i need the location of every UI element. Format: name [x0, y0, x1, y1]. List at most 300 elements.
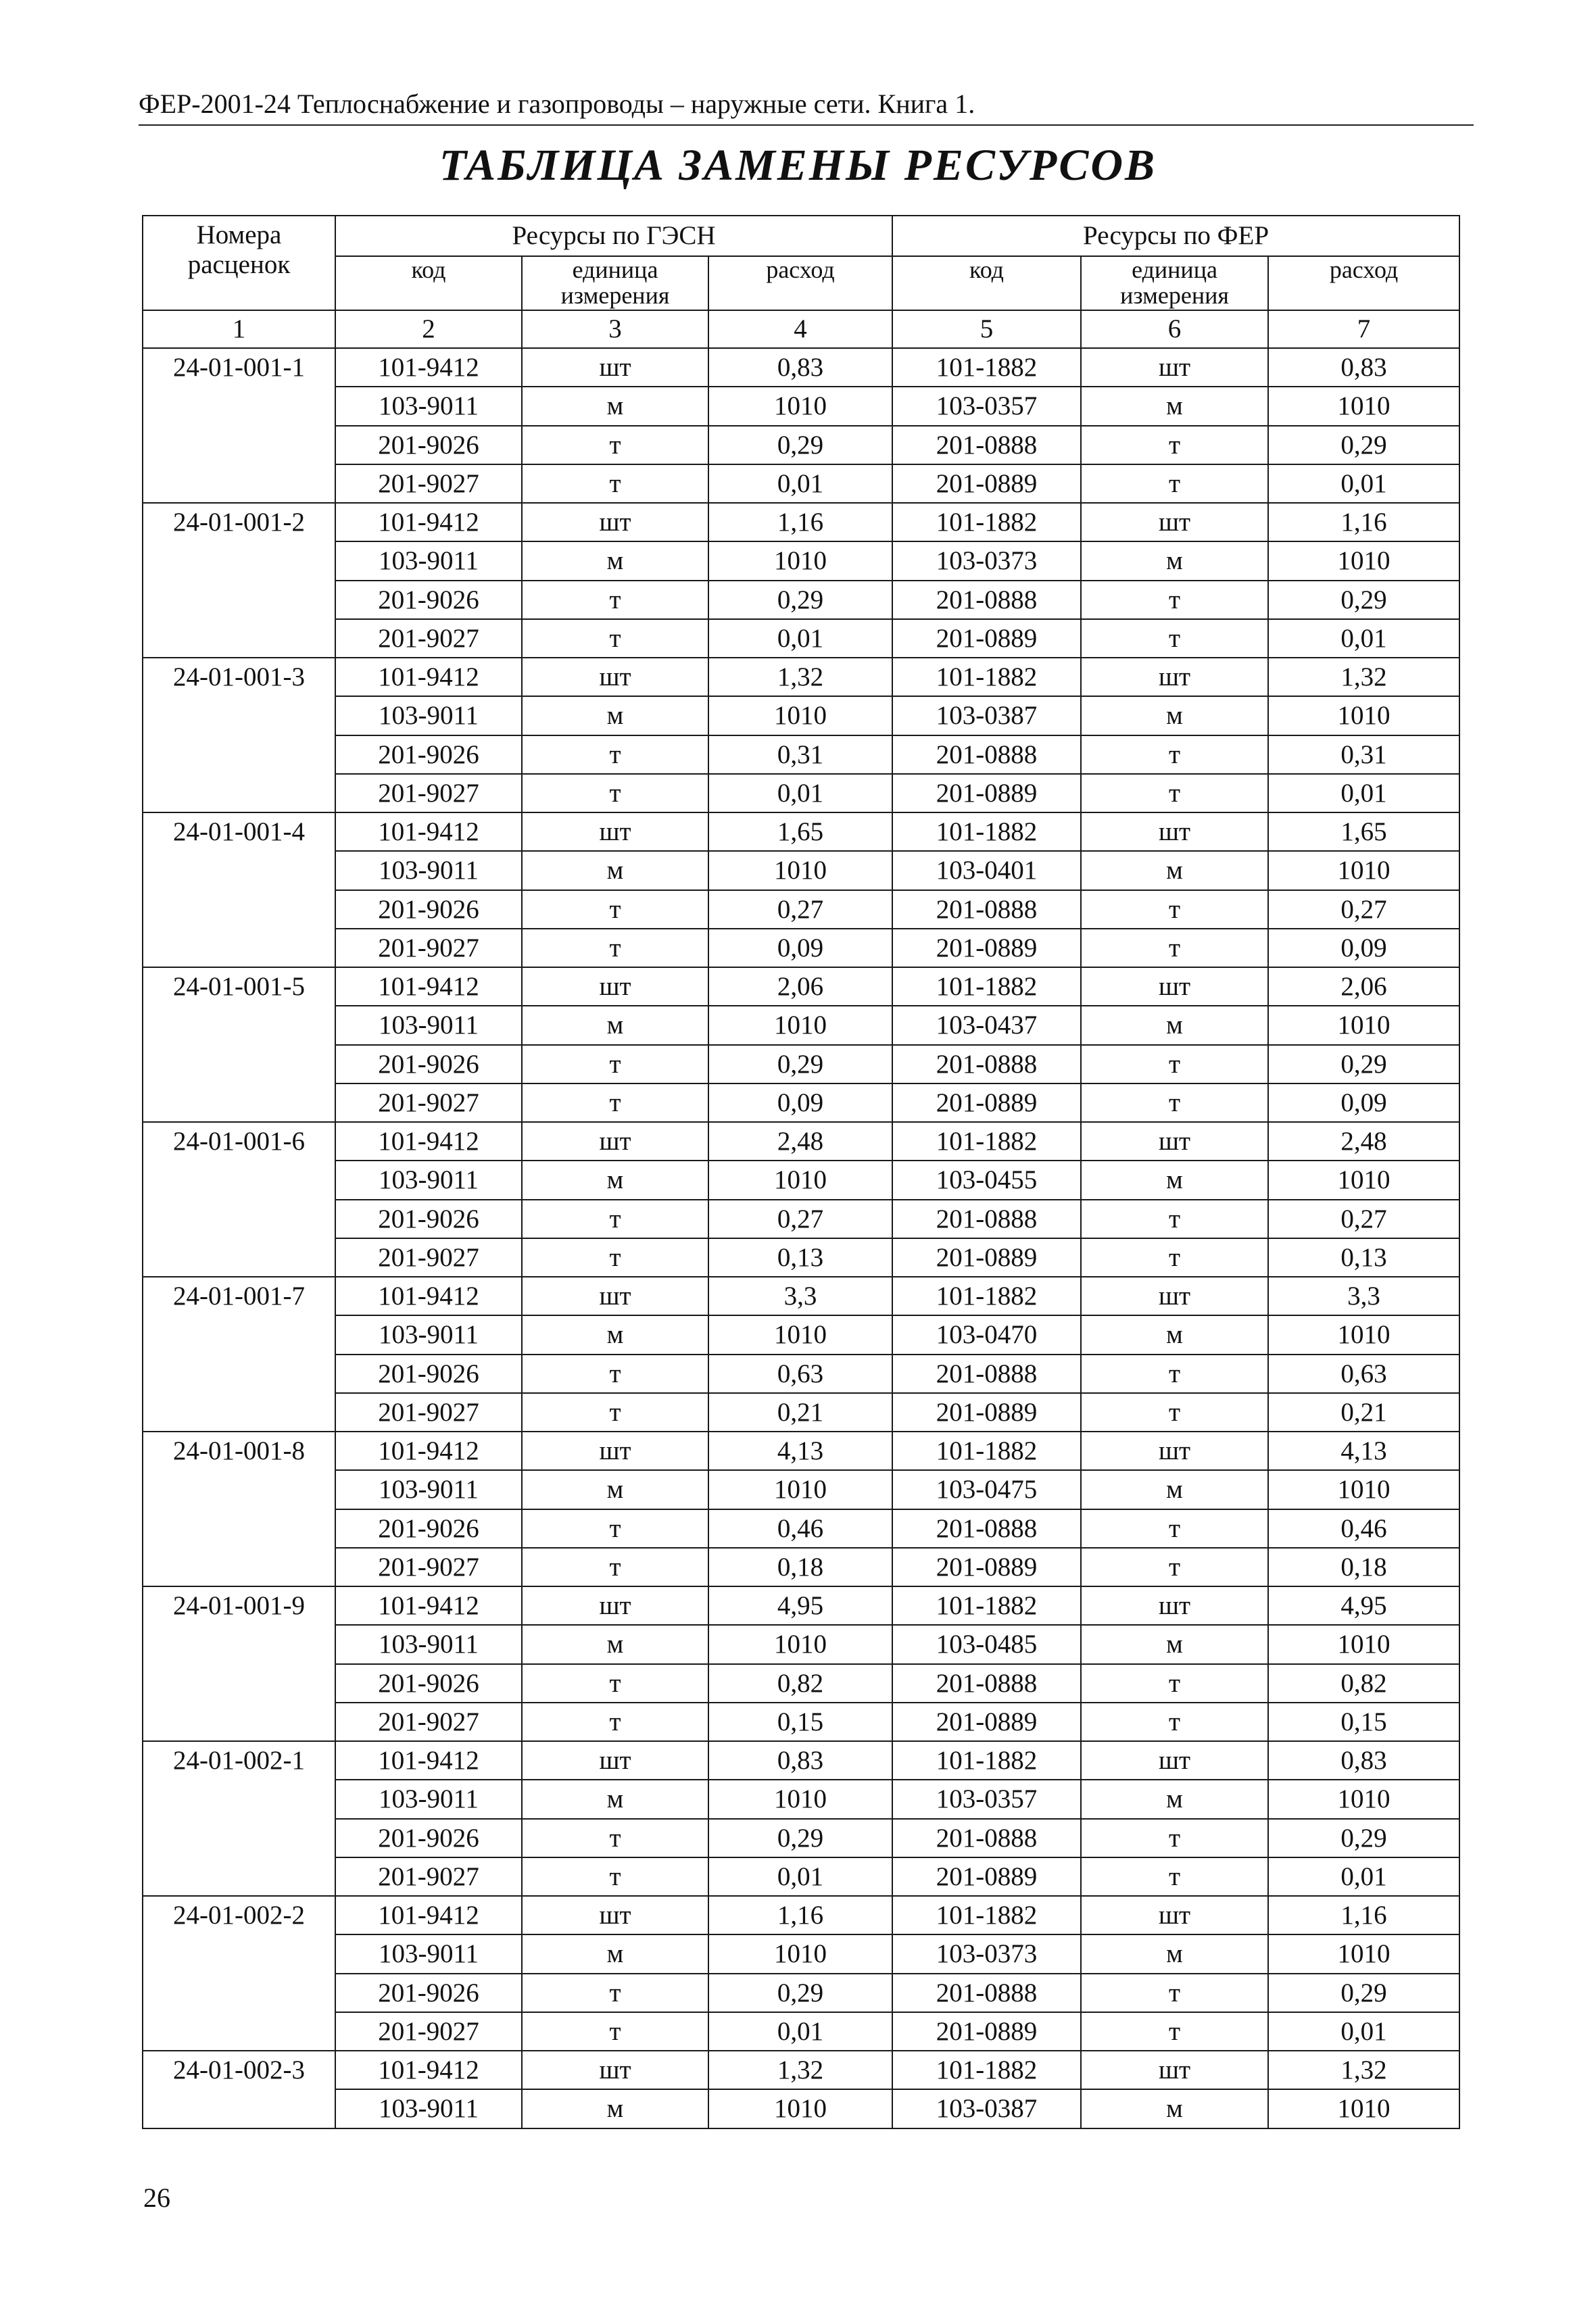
cell-gesn-unit: т [522, 1083, 708, 1122]
cell-fer-unit: м [1081, 387, 1268, 425]
cell-gesn-code: 101-9412 [335, 812, 522, 851]
cell-gesn-qty: 3,3 [708, 1277, 892, 1315]
cell-fer-code: 201-0888 [892, 1974, 1081, 2012]
cell-gesn-code: 201-9026 [335, 1819, 522, 1857]
table-row [143, 967, 1459, 1006]
header-fer-code: код [892, 256, 1081, 310]
cell-gesn-unit: шт [522, 1896, 708, 1934]
cell-gesn-code: 201-9026 [335, 1355, 522, 1393]
rate-number: 24-01-001-1 [143, 348, 335, 503]
table-row [143, 1896, 1459, 1934]
cell-fer-qty: 1010 [1268, 1780, 1459, 1818]
cell-fer-unit: т [1081, 426, 1268, 464]
cell-gesn-code: 201-9027 [335, 1393, 522, 1432]
cell-gesn-code: 101-9412 [335, 1277, 522, 1315]
cell-gesn-qty: 1010 [708, 851, 892, 890]
cell-gesn-unit: шт [522, 348, 708, 387]
table-row [143, 1780, 1459, 1818]
table-row [143, 1122, 1459, 1161]
cell-gesn-qty: 1,16 [708, 1896, 892, 1934]
cell-gesn-qty: 0,29 [708, 1045, 892, 1083]
cell-fer-unit: т [1081, 1664, 1268, 1703]
table-row [143, 2012, 1459, 2051]
cell-fer-unit: м [1081, 1625, 1268, 1663]
column-number: 5 [892, 310, 1081, 348]
cell-fer-unit: т [1081, 890, 1268, 929]
cell-gesn-unit: м [522, 1470, 708, 1509]
resource-replacement-table [142, 215, 1460, 2129]
cell-gesn-code: 101-9412 [335, 1741, 522, 1780]
cell-gesn-qty: 1,16 [708, 503, 892, 541]
cell-gesn-qty: 1,32 [708, 658, 892, 696]
table-row [143, 1857, 1459, 1896]
table-row [143, 541, 1459, 580]
cell-fer-unit: шт [1081, 812, 1268, 851]
cell-fer-unit: шт [1081, 658, 1268, 696]
cell-gesn-code: 103-9011 [335, 387, 522, 425]
cell-gesn-qty: 0,82 [708, 1664, 892, 1703]
table-row [143, 851, 1459, 890]
cell-gesn-code: 201-9026 [335, 890, 522, 929]
table-row [143, 619, 1459, 658]
cell-gesn-unit: шт [522, 503, 708, 541]
cell-fer-code: 201-0888 [892, 890, 1081, 929]
cell-fer-qty: 0,27 [1268, 1200, 1459, 1238]
cell-gesn-unit: т [522, 581, 708, 619]
cell-fer-code: 103-0373 [892, 1934, 1081, 1973]
cell-fer-unit: шт [1081, 1586, 1268, 1625]
cell-gesn-unit: т [522, 1238, 708, 1277]
cell-fer-code: 103-0401 [892, 851, 1081, 890]
cell-fer-qty: 0,63 [1268, 1355, 1459, 1393]
table-row [143, 1315, 1459, 1354]
cell-fer-unit: м [1081, 696, 1268, 735]
cell-fer-qty: 0,15 [1268, 1703, 1459, 1741]
cell-fer-code: 101-1882 [892, 1586, 1081, 1625]
cell-gesn-code: 103-9011 [335, 541, 522, 580]
cell-gesn-code: 201-9027 [335, 1238, 522, 1277]
cell-fer-unit: т [1081, 1393, 1268, 1432]
cell-fer-qty: 2,06 [1268, 967, 1459, 1006]
cell-gesn-code: 201-9026 [335, 581, 522, 619]
table-row [143, 735, 1459, 774]
cell-gesn-unit: т [522, 1819, 708, 1857]
cell-fer-qty: 0,09 [1268, 929, 1459, 967]
cell-fer-qty: 1010 [1268, 2089, 1459, 2128]
table-row [143, 503, 1459, 541]
rate-number: 24-01-002-1 [143, 1741, 335, 1896]
cell-gesn-code: 103-9011 [335, 1934, 522, 1973]
cell-gesn-code: 201-9027 [335, 1548, 522, 1586]
cell-fer-unit: т [1081, 774, 1268, 812]
cell-gesn-unit: т [522, 619, 708, 658]
table-row [143, 581, 1459, 619]
cell-fer-code: 201-0888 [892, 1664, 1081, 1703]
table-row [143, 696, 1459, 735]
cell-fer-qty: 0,83 [1268, 348, 1459, 387]
cell-gesn-unit: т [522, 1355, 708, 1393]
cell-gesn-qty: 0,13 [708, 1238, 892, 1277]
cell-fer-qty: 1010 [1268, 851, 1459, 890]
column-number: 3 [522, 310, 708, 348]
cell-gesn-qty: 2,48 [708, 1122, 892, 1161]
cell-fer-qty: 1010 [1268, 541, 1459, 580]
rate-number: 24-01-001-7 [143, 1277, 335, 1432]
cell-fer-code: 103-0437 [892, 1006, 1081, 1044]
cell-gesn-unit: т [522, 2012, 708, 2051]
cell-gesn-code: 101-9412 [335, 2051, 522, 2089]
cell-gesn-code: 103-9011 [335, 851, 522, 890]
cell-gesn-qty: 0,27 [708, 890, 892, 929]
cell-gesn-unit: т [522, 1664, 708, 1703]
cell-fer-unit: т [1081, 1974, 1268, 2012]
cell-gesn-unit: шт [522, 967, 708, 1006]
cell-fer-qty: 1010 [1268, 1006, 1459, 1044]
cell-gesn-unit: шт [522, 658, 708, 696]
cell-fer-code: 201-0889 [892, 1083, 1081, 1122]
cell-fer-qty: 1,16 [1268, 1896, 1459, 1934]
cell-fer-unit: т [1081, 1083, 1268, 1122]
cell-gesn-unit: м [522, 1934, 708, 1973]
cell-gesn-code: 201-9027 [335, 1083, 522, 1122]
cell-gesn-code: 201-9026 [335, 735, 522, 774]
table-row [143, 1934, 1459, 1973]
cell-fer-code: 101-1882 [892, 1122, 1081, 1161]
cell-gesn-code: 101-9412 [335, 1432, 522, 1470]
cell-gesn-qty: 0,29 [708, 426, 892, 464]
cell-gesn-code: 101-9412 [335, 503, 522, 541]
cell-gesn-code: 201-9026 [335, 1045, 522, 1083]
table-row [143, 1548, 1459, 1586]
cell-fer-unit: шт [1081, 1896, 1268, 1934]
cell-gesn-code: 103-9011 [335, 1315, 522, 1354]
cell-fer-unit: м [1081, 1780, 1268, 1818]
cell-fer-code: 101-1882 [892, 1896, 1081, 1934]
cell-fer-code: 201-0889 [892, 929, 1081, 967]
cell-gesn-unit: м [522, 1625, 708, 1663]
table-body [143, 348, 1459, 2128]
table-row [143, 1509, 1459, 1548]
table-row [143, 348, 1459, 387]
cell-fer-code: 201-0888 [892, 581, 1081, 619]
cell-gesn-qty: 0,01 [708, 464, 892, 503]
cell-gesn-unit: т [522, 464, 708, 503]
cell-fer-unit: м [1081, 1006, 1268, 1044]
cell-gesn-qty: 1,65 [708, 812, 892, 851]
cell-gesn-qty: 0,21 [708, 1393, 892, 1432]
cell-fer-unit: т [1081, 1238, 1268, 1277]
column-number: 6 [1081, 310, 1268, 348]
cell-fer-code: 103-0455 [892, 1161, 1081, 1199]
cell-gesn-code: 201-9026 [335, 1200, 522, 1238]
header-rate-numbers: Номера расценок [143, 216, 335, 310]
cell-fer-unit: т [1081, 1045, 1268, 1083]
cell-fer-code: 101-1882 [892, 1741, 1081, 1780]
cell-fer-qty: 0,01 [1268, 774, 1459, 812]
table-row [143, 2089, 1459, 2128]
cell-gesn-qty: 1010 [708, 1315, 892, 1354]
cell-gesn-qty: 2,06 [708, 967, 892, 1006]
cell-gesn-qty: 1010 [708, 387, 892, 425]
cell-fer-unit: шт [1081, 1741, 1268, 1780]
cell-fer-qty: 0,46 [1268, 1509, 1459, 1548]
cell-fer-unit: шт [1081, 1277, 1268, 1315]
cell-fer-qty: 1,16 [1268, 503, 1459, 541]
cell-fer-code: 201-0889 [892, 774, 1081, 812]
rate-number: 24-01-001-6 [143, 1122, 335, 1277]
cell-gesn-qty: 1010 [708, 541, 892, 580]
cell-gesn-qty: 0,09 [708, 1083, 892, 1122]
cell-gesn-code: 101-9412 [335, 1122, 522, 1161]
table-row [143, 1625, 1459, 1663]
cell-fer-qty: 1010 [1268, 1470, 1459, 1509]
header-gesn-qty: расход [708, 256, 892, 310]
cell-fer-qty: 3,3 [1268, 1277, 1459, 1315]
cell-fer-code: 201-0889 [892, 2012, 1081, 2051]
cell-gesn-unit: т [522, 1974, 708, 2012]
cell-gesn-unit: шт [522, 1122, 708, 1161]
column-number: 4 [708, 310, 892, 348]
cell-fer-qty: 0,29 [1268, 1974, 1459, 2012]
cell-fer-qty: 1,32 [1268, 658, 1459, 696]
cell-fer-code: 201-0889 [892, 1393, 1081, 1432]
cell-fer-unit: т [1081, 464, 1268, 503]
cell-fer-qty: 0,29 [1268, 426, 1459, 464]
table-row [143, 426, 1459, 464]
cell-fer-qty: 0,29 [1268, 581, 1459, 619]
cell-fer-unit: м [1081, 1161, 1268, 1199]
rate-number: 24-01-002-2 [143, 1896, 335, 2051]
cell-gesn-unit: т [522, 1548, 708, 1586]
cell-fer-unit: т [1081, 581, 1268, 619]
cell-gesn-unit: т [522, 1200, 708, 1238]
cell-gesn-code: 103-9011 [335, 1470, 522, 1509]
rate-number: 24-01-002-3 [143, 2051, 335, 2128]
table-row [143, 1586, 1459, 1625]
cell-fer-code: 101-1882 [892, 1432, 1081, 1470]
cell-fer-unit: т [1081, 735, 1268, 774]
column-number: 7 [1268, 310, 1459, 348]
cell-gesn-unit: шт [522, 812, 708, 851]
cell-gesn-qty: 0,01 [708, 619, 892, 658]
cell-fer-code: 201-0889 [892, 1857, 1081, 1896]
cell-gesn-qty: 0,27 [708, 1200, 892, 1238]
cell-gesn-unit: шт [522, 1741, 708, 1780]
cell-gesn-unit: т [522, 1703, 708, 1741]
table-row [143, 1045, 1459, 1083]
cell-fer-qty: 0,82 [1268, 1664, 1459, 1703]
cell-gesn-code: 201-9027 [335, 2012, 522, 2051]
cell-fer-qty: 0,09 [1268, 1083, 1459, 1122]
rate-number: 24-01-001-5 [143, 967, 335, 1122]
cell-fer-qty: 1010 [1268, 1934, 1459, 1973]
cell-fer-qty: 0,01 [1268, 464, 1459, 503]
cell-fer-code: 103-0387 [892, 2089, 1081, 2128]
cell-gesn-unit: т [522, 929, 708, 967]
cell-gesn-qty: 0,31 [708, 735, 892, 774]
header-fer-qty: расход [1268, 256, 1459, 310]
cell-fer-qty: 0,13 [1268, 1238, 1459, 1277]
cell-fer-code: 201-0888 [892, 1200, 1081, 1238]
table-row [143, 890, 1459, 929]
cell-fer-qty: 4,13 [1268, 1432, 1459, 1470]
cell-fer-qty: 1010 [1268, 1625, 1459, 1663]
cell-gesn-unit: т [522, 1857, 708, 1896]
running-header: ФЕР-2001-24 Теплоснабжение и газопроводы – наружные сети. Книга 1. [139, 87, 1474, 126]
rate-number: 24-01-001-9 [143, 1586, 335, 1741]
cell-fer-unit: т [1081, 619, 1268, 658]
cell-gesn-code: 201-9026 [335, 426, 522, 464]
cell-fer-code: 103-0387 [892, 696, 1081, 735]
cell-fer-code: 201-0888 [892, 1355, 1081, 1393]
cell-gesn-code: 101-9412 [335, 1896, 522, 1934]
cell-gesn-qty: 1010 [708, 1161, 892, 1199]
table-row [143, 1470, 1459, 1509]
header-fer-unit: единица измерения [1081, 256, 1268, 310]
table-row [143, 1741, 1459, 1780]
cell-fer-code: 103-0470 [892, 1315, 1081, 1354]
cell-fer-qty: 0,01 [1268, 1857, 1459, 1896]
cell-fer-code: 101-1882 [892, 2051, 1081, 2089]
cell-gesn-unit: шт [522, 1586, 708, 1625]
cell-fer-qty: 0,29 [1268, 1045, 1459, 1083]
table-row [143, 1200, 1459, 1238]
cell-gesn-unit: т [522, 735, 708, 774]
table-row [143, 1277, 1459, 1315]
table-row [143, 1083, 1459, 1122]
column-number: 2 [335, 310, 522, 348]
cell-fer-unit: м [1081, 2089, 1268, 2128]
cell-fer-unit: шт [1081, 1122, 1268, 1161]
cell-fer-code: 101-1882 [892, 348, 1081, 387]
cell-gesn-qty: 1010 [708, 1934, 892, 1973]
table-row [143, 774, 1459, 812]
cell-gesn-qty: 4,13 [708, 1432, 892, 1470]
cell-gesn-unit: м [522, 1161, 708, 1199]
cell-gesn-code: 201-9027 [335, 619, 522, 658]
header-gesn-code: код [335, 256, 522, 310]
cell-fer-qty: 1010 [1268, 1161, 1459, 1199]
cell-gesn-qty: 0,09 [708, 929, 892, 967]
cell-fer-qty: 0,21 [1268, 1393, 1459, 1432]
cell-gesn-unit: т [522, 890, 708, 929]
page-title: ТАБЛИЦА ЗАМЕНЫ РЕСУРСОВ [439, 141, 1157, 190]
cell-gesn-unit: м [522, 1315, 708, 1354]
cell-fer-qty: 4,95 [1268, 1586, 1459, 1625]
cell-gesn-qty: 0,01 [708, 2012, 892, 2051]
cell-fer-qty: 1010 [1268, 1315, 1459, 1354]
cell-gesn-code: 201-9026 [335, 1509, 522, 1548]
cell-gesn-unit: т [522, 774, 708, 812]
cell-gesn-unit: м [522, 1006, 708, 1044]
cell-gesn-qty: 1010 [708, 696, 892, 735]
cell-gesn-unit: м [522, 387, 708, 425]
cell-fer-unit: т [1081, 1819, 1268, 1857]
cell-fer-qty: 0,31 [1268, 735, 1459, 774]
cell-gesn-qty: 0,63 [708, 1355, 892, 1393]
rate-number: 24-01-001-2 [143, 503, 335, 658]
cell-fer-qty: 0,83 [1268, 1741, 1459, 1780]
cell-fer-unit: т [1081, 1857, 1268, 1896]
cell-fer-unit: т [1081, 1548, 1268, 1586]
cell-fer-unit: т [1081, 1509, 1268, 1548]
cell-gesn-qty: 1010 [708, 1780, 892, 1818]
table-row [143, 1819, 1459, 1857]
table-row [143, 1355, 1459, 1393]
table-row [143, 1006, 1459, 1044]
cell-fer-code: 101-1882 [892, 967, 1081, 1006]
cell-gesn-qty: 1010 [708, 1470, 892, 1509]
cell-gesn-qty: 0,83 [708, 1741, 892, 1780]
cell-fer-unit: шт [1081, 967, 1268, 1006]
cell-fer-qty: 0,27 [1268, 890, 1459, 929]
cell-fer-code: 103-0373 [892, 541, 1081, 580]
cell-gesn-qty: 1010 [708, 1006, 892, 1044]
cell-fer-unit: шт [1081, 2051, 1268, 2089]
rate-number: 24-01-001-8 [143, 1432, 335, 1586]
table-row [143, 658, 1459, 696]
cell-fer-code: 201-0889 [892, 1703, 1081, 1741]
cell-fer-unit: м [1081, 851, 1268, 890]
table-row [143, 1238, 1459, 1277]
cell-gesn-qty: 0,29 [708, 1974, 892, 2012]
cell-fer-unit: м [1081, 1315, 1268, 1354]
cell-fer-code: 201-0889 [892, 619, 1081, 658]
cell-fer-qty: 1,65 [1268, 812, 1459, 851]
cell-fer-unit: м [1081, 1934, 1268, 1973]
cell-gesn-code: 201-9027 [335, 1703, 522, 1741]
cell-gesn-code: 201-9027 [335, 929, 522, 967]
cell-fer-unit: м [1081, 1470, 1268, 1509]
cell-gesn-unit: м [522, 696, 708, 735]
cell-gesn-code: 101-9412 [335, 1586, 522, 1625]
header-gesn-resources: Ресурсы по ГЭСН [335, 216, 892, 256]
cell-fer-unit: шт [1081, 348, 1268, 387]
cell-gesn-unit: м [522, 1780, 708, 1818]
cell-fer-unit: м [1081, 541, 1268, 580]
cell-gesn-qty: 1010 [708, 1625, 892, 1663]
cell-gesn-code: 101-9412 [335, 658, 522, 696]
rate-number: 24-01-001-3 [143, 658, 335, 812]
cell-gesn-unit: т [522, 1509, 708, 1548]
cell-fer-qty: 1,32 [1268, 2051, 1459, 2089]
cell-gesn-qty: 1010 [708, 2089, 892, 2128]
header-gesn-unit: единица измерения [522, 256, 708, 310]
cell-fer-code: 101-1882 [892, 812, 1081, 851]
cell-gesn-unit: шт [522, 2051, 708, 2089]
cell-gesn-unit: шт [522, 1277, 708, 1315]
cell-fer-code: 103-0357 [892, 1780, 1081, 1818]
cell-gesn-code: 201-9027 [335, 1857, 522, 1896]
cell-gesn-qty: 0,18 [708, 1548, 892, 1586]
header-fer-resources: Ресурсы по ФЕР [892, 216, 1459, 256]
cell-gesn-code: 201-9027 [335, 464, 522, 503]
cell-fer-qty: 1010 [1268, 387, 1459, 425]
table-row [143, 929, 1459, 967]
cell-fer-code: 201-0888 [892, 1509, 1081, 1548]
table-row [143, 1974, 1459, 2012]
cell-gesn-code: 103-9011 [335, 1006, 522, 1044]
cell-fer-unit: шт [1081, 503, 1268, 541]
cell-gesn-code: 101-9412 [335, 348, 522, 387]
cell-fer-unit: т [1081, 1355, 1268, 1393]
table-row [143, 1393, 1459, 1432]
cell-gesn-code: 201-9027 [335, 774, 522, 812]
cell-gesn-qty: 0,15 [708, 1703, 892, 1741]
cell-fer-qty: 2,48 [1268, 1122, 1459, 1161]
cell-gesn-code: 201-9026 [335, 1974, 522, 2012]
cell-gesn-code: 103-9011 [335, 1780, 522, 1818]
